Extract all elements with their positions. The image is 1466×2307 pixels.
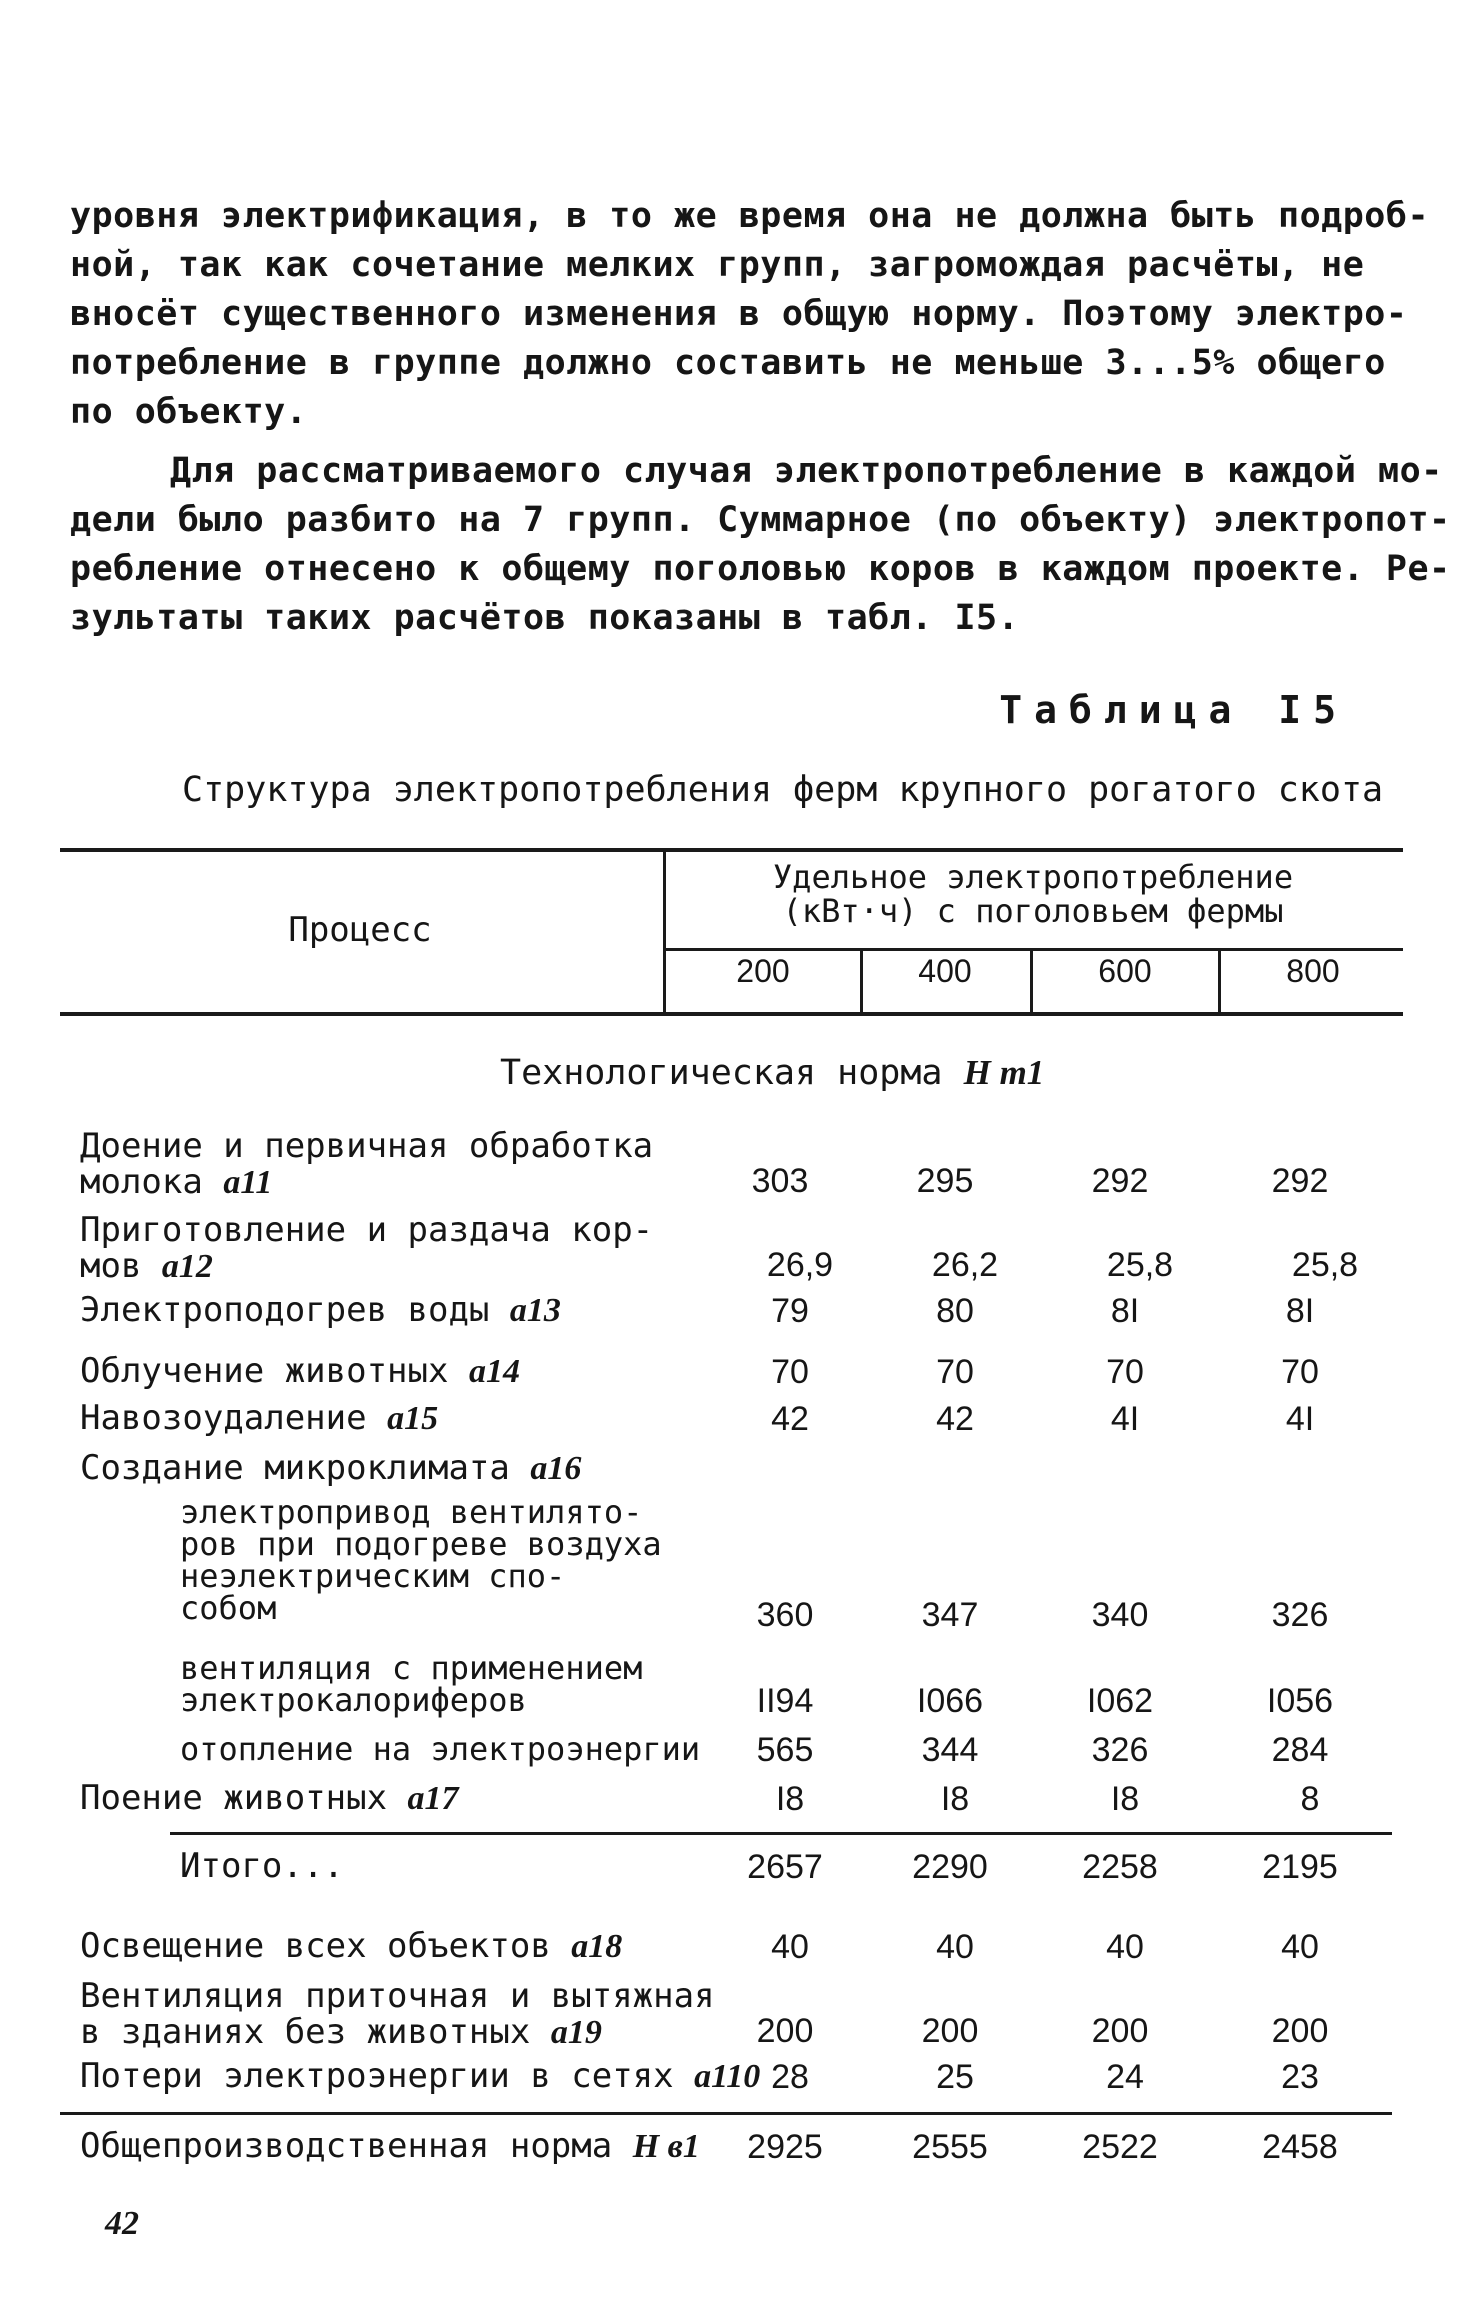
section-symbol: Н т1 <box>963 1053 1045 1092</box>
label-line: вентиляция с применением <box>180 1649 643 1687</box>
row-symbol: a16 <box>530 1450 582 1487</box>
table-cell: 40 <box>936 1928 974 1966</box>
header-bottom-rule <box>60 1012 1403 1016</box>
row-symbol: a13 <box>509 1292 561 1329</box>
table-cell: 2195 <box>1262 1848 1338 1886</box>
row-label-losses <box>80 2058 760 2095</box>
label-line: Освещение всех объектов a18 <box>80 1926 623 1966</box>
table-cell: 8 <box>1300 1780 1320 1818</box>
label-line: собом <box>180 1589 277 1627</box>
row-label-water-heating <box>80 1292 561 1329</box>
table-cell: 8I <box>1285 1292 1315 1330</box>
table-cell: 40 <box>1106 1928 1144 1966</box>
header-vline <box>1218 950 1221 1013</box>
table-cell: 23 <box>1281 2058 1319 2096</box>
row-label-milking <box>80 1128 653 1201</box>
table-cell: 2522 <box>1082 2128 1158 2166</box>
total-rule <box>60 2112 1392 2115</box>
table-cell: 42 <box>771 1400 809 1438</box>
row-symbol: a18 <box>571 1928 623 1965</box>
label-line: Навозоудаление a15 <box>80 1398 439 1438</box>
label-line: мов a12 <box>80 1246 213 1286</box>
table-cell: 25,8 <box>1106 1246 1174 1284</box>
label-line: Поение животных a17 <box>80 1778 459 1818</box>
table-cell: 326 <box>1271 1596 1329 1634</box>
table-cell: 2555 <box>912 2128 988 2166</box>
table-cell: 340 <box>1091 1596 1149 1634</box>
label-line: электропривод вентилято- <box>180 1493 643 1531</box>
label-line: неэлектрическим спо- <box>180 1557 566 1595</box>
table-cell: 200 <box>1271 2012 1329 2050</box>
row-symbol: a12 <box>161 1248 213 1285</box>
row-label-subtotal <box>180 1848 344 1884</box>
text-line: дели было разбито на 7 групп. Суммарное (по объекту) электропот- <box>70 500 1451 540</box>
table-cell: 347 <box>921 1596 979 1634</box>
label-line: электрокалориферов <box>180 1681 527 1719</box>
label-line: молока a11 <box>80 1162 273 1202</box>
label-line: Вентиляция приточная и вытяжная <box>80 1976 715 2016</box>
label-line: Электроподогрев воды a13 <box>80 1290 561 1330</box>
header-divider <box>663 948 1403 951</box>
table-cell: 26,9 <box>766 1246 834 1284</box>
text-line: вносёт существенного изменения в общую норму. Поэтому электро- <box>70 294 1408 334</box>
text-line: Для рассматриваемого случая электропотребление в каждой мо- <box>170 451 1443 491</box>
label-line: ров при подогреве воздуха <box>180 1525 662 1563</box>
row-label-lighting <box>80 1928 622 1965</box>
table-cell: 26,2 <box>931 1246 999 1284</box>
column-600: 600 <box>1098 953 1152 989</box>
row-symbol: a17 <box>407 1780 459 1817</box>
table-cell: 292 <box>1091 1162 1149 1200</box>
table-cell: 70 <box>1281 1353 1319 1391</box>
row-label-irradiation <box>80 1353 520 1390</box>
table-cell: 28 <box>771 2058 809 2096</box>
row-symbol: Н в1 <box>632 2128 700 2165</box>
table-cell: 2258 <box>1082 1848 1158 1886</box>
table-cell: 200 <box>1091 2012 1149 2050</box>
row-label-watering <box>80 1780 459 1817</box>
label-line: в зданиях без животных a19 <box>80 2012 602 2052</box>
table-cell: I062 <box>1086 1682 1154 1720</box>
label-line: Облучение животных a14 <box>80 1351 520 1391</box>
label-line: отопление на электроэнергии <box>180 1730 701 1768</box>
unit-header-line: (кВт·ч) с поголовьем фермы <box>782 892 1284 930</box>
table-cell: 70 <box>771 1353 809 1391</box>
row-symbol: a15 <box>387 1400 439 1437</box>
table-cell: 4I <box>1285 1400 1315 1438</box>
label-line: Приготовление и раздача кор- <box>80 1210 654 1250</box>
column-400: 400 <box>918 953 972 989</box>
row-label-electric-heating <box>180 1731 700 1767</box>
column-800: 800 <box>1286 953 1340 989</box>
row-label-ventilation-heaters <box>180 1649 643 1719</box>
table-cell: 344 <box>921 1731 979 1769</box>
table-cell: I8 <box>775 1780 805 1818</box>
table-cell: 2290 <box>912 1848 988 1886</box>
section-title-text: Технологическая норма <box>500 1053 943 1093</box>
table-cell: 565 <box>756 1731 814 1769</box>
table-cell: 295 <box>916 1162 974 1200</box>
table-top-rule <box>60 848 1403 852</box>
label-line: Общепроизводственная норма Н в1 <box>80 2126 700 2166</box>
table-caption: Структура электропотребления ферм крупного рогатого скота <box>182 770 1384 810</box>
text-line: ребление отнесено к общему поголовью коров в каждом проекте. Ре- <box>70 549 1451 589</box>
table-cell: I056 <box>1266 1682 1334 1720</box>
unit-header-line: Удельное электропотребление <box>772 858 1294 896</box>
process-column-header: Процесс <box>288 910 432 950</box>
text-line: по объекту. <box>70 392 308 432</box>
table-cell: 24 <box>1106 2058 1144 2096</box>
row-symbol: a11 <box>223 1164 273 1201</box>
table-cell: 79 <box>771 1292 809 1330</box>
row-label-manure <box>80 1400 438 1437</box>
table-cell: 4I <box>1110 1400 1140 1438</box>
table-cell: 200 <box>756 2012 814 2050</box>
table-cell: 25 <box>936 2058 974 2096</box>
subtotal-rule <box>170 1832 1392 1835</box>
label-line: Создание микроклимата a16 <box>80 1448 582 1488</box>
text-line: зультаты таких расчётов показаны в табл. I5. <box>70 598 1020 638</box>
text-line: потребление в группе должно составить не меньше 3...5% общего <box>70 343 1386 383</box>
label-line: Доение и первичная обработка <box>80 1126 654 1166</box>
table-cell: 40 <box>1281 1928 1319 1966</box>
row-label-fan-drive <box>180 1493 662 1627</box>
table-cell: 70 <box>1106 1353 1144 1391</box>
table-number: Таблица I5 <box>999 688 1348 732</box>
table-cell: I066 <box>916 1682 984 1720</box>
header-vline <box>860 950 863 1013</box>
table-cell: 2925 <box>747 2128 823 2166</box>
row-label-ventilation-buildings <box>80 1978 715 2051</box>
section-title <box>500 1053 1044 1093</box>
table-cell: 42 <box>936 1400 974 1438</box>
table-cell: 200 <box>921 2012 979 2050</box>
table-cell: 303 <box>751 1162 809 1200</box>
table-cell: 2657 <box>747 1848 823 1886</box>
row-symbol: a19 <box>550 2014 602 2051</box>
row-label-feed <box>80 1212 653 1285</box>
column-200: 200 <box>736 953 790 989</box>
table-cell: 8I <box>1110 1292 1140 1330</box>
unit-column-header <box>663 860 1403 928</box>
table-cell: 292 <box>1271 1162 1329 1200</box>
table-cell: 284 <box>1271 1731 1329 1769</box>
table-cell: 2458 <box>1262 2128 1338 2166</box>
row-symbol: a14 <box>468 1353 520 1390</box>
row-label-general-norm <box>80 2128 700 2165</box>
explanation-paragraph <box>70 447 1451 643</box>
row-symbol: a110 <box>694 2058 761 2095</box>
text-line: уровня электрификация, в то же время она не должна быть подроб- <box>70 196 1430 236</box>
table-cell: I8 <box>1110 1780 1140 1818</box>
row-label-microclimate <box>80 1450 581 1487</box>
page-number: 42 <box>105 2205 139 2242</box>
table-cell: 360 <box>756 1596 814 1634</box>
table-cell: 80 <box>936 1292 974 1330</box>
header-vline <box>1030 950 1033 1013</box>
text-line: ной, так как сочетание мелких групп, загромождая расчёты, не <box>70 245 1365 285</box>
table-cell: 25,8 <box>1291 1246 1359 1284</box>
table-cell: II94 <box>756 1682 814 1720</box>
label-line: Потери электроэнергии в сетях a110 <box>80 2056 761 2096</box>
intro-paragraph <box>70 192 1430 437</box>
table-cell: 70 <box>936 1353 974 1391</box>
table-cell: I8 <box>940 1780 970 1818</box>
label-line: Итого... <box>180 1846 344 1886</box>
table-cell: 40 <box>771 1928 809 1966</box>
table-cell: 326 <box>1091 1731 1149 1769</box>
